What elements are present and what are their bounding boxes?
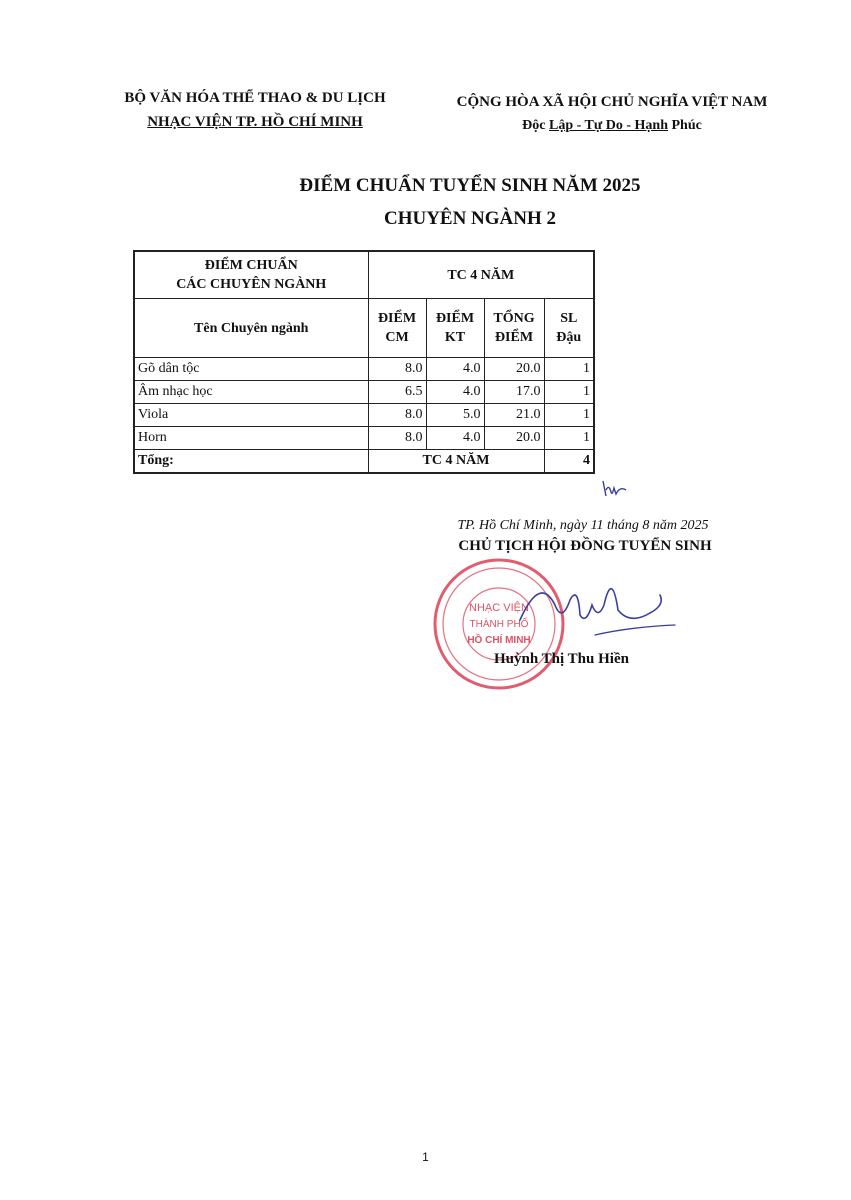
signer-name: Huỳnh Thị Thu Hiền — [494, 651, 629, 667]
top-left-header — [134, 251, 368, 299]
institution-name: NHẠC VIỆN TP. HỒ CHÍ MINH — [147, 114, 363, 130]
row-kt: 4.0 — [426, 427, 484, 450]
row-total: 17.0 — [484, 381, 544, 404]
document-title: ĐIỂM CHUẨN TUYỂN SINH NĂM 2025 — [299, 175, 641, 196]
total-label: Tổng: — [134, 450, 368, 474]
program-header: TC 4 NĂM — [368, 251, 594, 299]
row-cm: 8.0 — [368, 404, 426, 427]
col-sl-header — [544, 299, 594, 358]
table-row — [134, 404, 594, 427]
col-sl-line-2: Đậu — [556, 330, 582, 345]
table-column-header-row — [134, 299, 594, 358]
row-kt: 4.0 — [426, 381, 484, 404]
top-left-header-line-1: ĐIỂM CHUẨN — [204, 258, 298, 273]
document-subtitle: CHUYÊN NGÀNH 2 — [383, 208, 557, 229]
row-name: Âm nhạc học — [134, 381, 368, 404]
country-name: CỘNG HÒA XÃ HỘI CHỦ NGHĨA VIỆT NAM — [456, 94, 768, 110]
seal-text-line-1: NHẠC VIỆN — [469, 602, 529, 614]
table-total-row — [134, 450, 594, 474]
row-cm: 6.5 — [368, 381, 426, 404]
col-cm-header — [368, 299, 426, 358]
row-sl: 1 — [544, 427, 594, 450]
row-total: 20.0 — [484, 358, 544, 381]
row-sl: 1 — [544, 358, 594, 381]
table-row — [134, 427, 594, 450]
col-total-line-1: TỔNG — [493, 311, 535, 326]
row-name: Horn — [134, 427, 368, 450]
top-left-header-line-2: CÁC CHUYÊN NGÀNH — [176, 277, 327, 292]
col-sl-line-1: SL — [560, 311, 578, 326]
row-cm: 8.0 — [368, 427, 426, 450]
col-cm-line-2: CM — [385, 330, 409, 345]
table-header-row — [134, 251, 594, 299]
motto-part-3: Phúc — [671, 118, 702, 133]
col-kt-line-2: KT — [444, 330, 466, 345]
row-total: 21.0 — [484, 404, 544, 427]
total-count: 4 — [544, 450, 594, 474]
initials-mark-icon — [600, 478, 630, 500]
seal-text-line-2: THÀNH PHỐ — [469, 619, 529, 630]
row-name: Gõ dân tộc — [134, 358, 368, 381]
row-name: Viola — [134, 404, 368, 427]
motto-part-2: Lập - Tự Do - Hạnh — [548, 118, 668, 133]
table-row — [134, 381, 594, 404]
handwritten-signature-icon — [500, 565, 680, 645]
seal-text-line-3: HỒ CHÍ MINH — [467, 635, 531, 646]
total-program: TC 4 NĂM — [368, 450, 544, 474]
table-row — [134, 358, 594, 381]
col-name-header: Tên Chuyên ngành — [134, 299, 368, 358]
row-kt: 5.0 — [426, 404, 484, 427]
chair-title: CHỦ TỊCH HỘI ĐỒNG TUYỂN SINH — [458, 538, 712, 554]
col-total-header — [484, 299, 544, 358]
row-cm: 8.0 — [368, 358, 426, 381]
national-header — [432, 90, 792, 138]
ministry-header — [100, 86, 410, 134]
motto-part-1: Độc — [522, 118, 546, 133]
row-sl: 1 — [544, 404, 594, 427]
page-number: 1 — [422, 1150, 429, 1164]
national-motto — [432, 114, 792, 138]
col-kt-line-1: ĐIỂM — [435, 311, 475, 326]
col-cm-line-1: ĐIỂM — [377, 311, 417, 326]
score-table — [133, 250, 595, 474]
ministry-name: BỘ VĂN HÓA THỂ THAO & DU LỊCH — [124, 90, 386, 106]
col-total-line-2: ĐIỂM — [494, 330, 534, 345]
row-sl: 1 — [544, 381, 594, 404]
row-kt: 4.0 — [426, 358, 484, 381]
col-kt-header — [426, 299, 484, 358]
row-total: 20.0 — [484, 427, 544, 450]
place-date: TP. Hồ Chí Minh, ngày 11 tháng 8 năm 2025 — [457, 518, 709, 533]
